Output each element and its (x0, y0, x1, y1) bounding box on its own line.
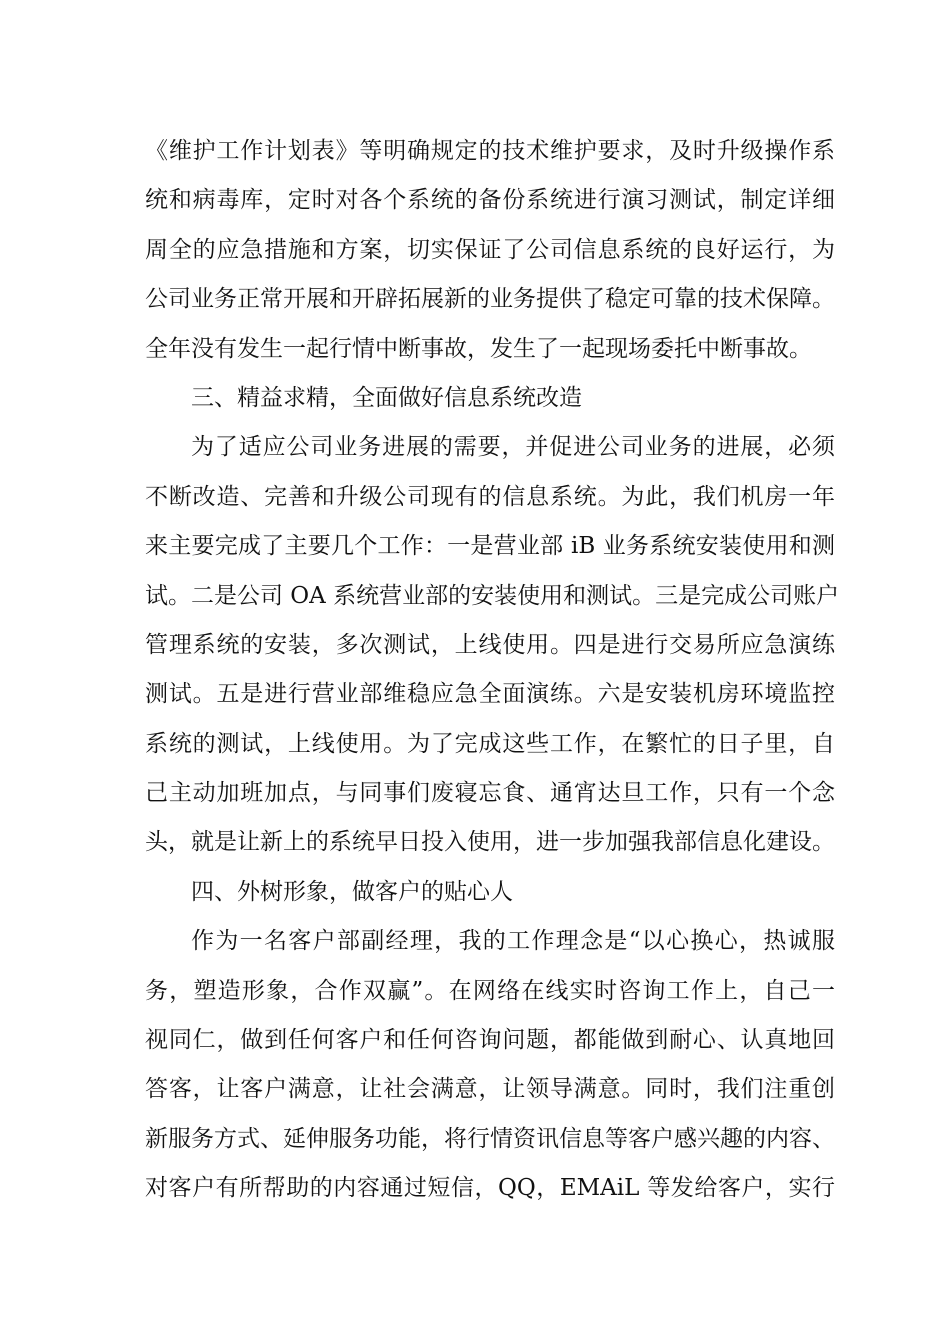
text-line: 测试。五是进行营业部维稳应急全面演练。六是安装机房环境监控 (145, 681, 835, 708)
text-line: 统和病毒库，定时对各个系统的备份系统进行演习测试，制定详细 (145, 187, 835, 214)
paragraph-first-line: 四、外树形象，做客户的贴心人 (191, 878, 513, 905)
paragraph-first-line: 三、精益求精，全面做好信息系统改造 (191, 384, 582, 411)
text-line: 答客，让客户满意，让社会满意，让领导满意。同时，我们注重创 (145, 1076, 835, 1103)
text-line: 不断改造、完善和升级公司现有的信息系统。为此，我们机房一年 (145, 483, 835, 510)
text-line: 系统的测试，上线使用。为了完成这些工作，在繁忙的日子里，自 (145, 730, 835, 757)
paragraph-first-line: 为了适应公司业务进展的需要，并促进公司业务的进展，必须 (191, 434, 835, 461)
text-line: 《维护工作计划表》等明确规定的技术维护要求，及时升级操作系 (145, 138, 835, 164)
text-line: 对客户有所帮助的内容通过短信，QQ，EMAiL 等发给客户，实行 (145, 1175, 835, 1202)
text-line: 试。二是公司 OA 系统营业部的安装使用和测试。三是完成公司账户 (145, 582, 840, 609)
text-line: 管理系统的安装，多次测试，上线使用。四是进行交易所应急演练 (145, 631, 835, 658)
text-line: 来主要完成了主要几个工作：一是营业部 iB 业务系统安装使用和测 (145, 533, 835, 560)
paragraph-first-line: 作为一名客户部副经理，我的工作理念是“以心换心，热诚服 (191, 928, 835, 955)
text-line: 周全的应急措施和方案，切实保证了公司信息系统的良好运行，为 (145, 236, 835, 263)
document-body (145, 127, 840, 1214)
text-line: 新服务方式、延伸服务功能，将行情资讯信息等客户感兴趣的内容、 (145, 1125, 835, 1152)
text-line: 视同仁，做到任何客户和任何咨询问题，都能做到耐心、认真地回 (145, 1027, 835, 1054)
text-line: 己主动加班加点，与同事们废寝忘食、通宵达旦工作，只有一个念 (145, 780, 835, 807)
text-line: 务，塑造形象，合作双赢”。在网络在线实时咨询工作上，自己一 (145, 977, 835, 1004)
text-line: 公司业务正常开展和开辟拓展新的业务提供了稳定可靠的技术保障。 (145, 286, 835, 313)
text-line: 全年没有发生一起行情中断事故，发生了一起现场委托中断事故。 (145, 335, 812, 362)
text-line: 头，就是让新上的系统早日投入使用，进一步加强我部信息化建设。 (145, 829, 835, 856)
